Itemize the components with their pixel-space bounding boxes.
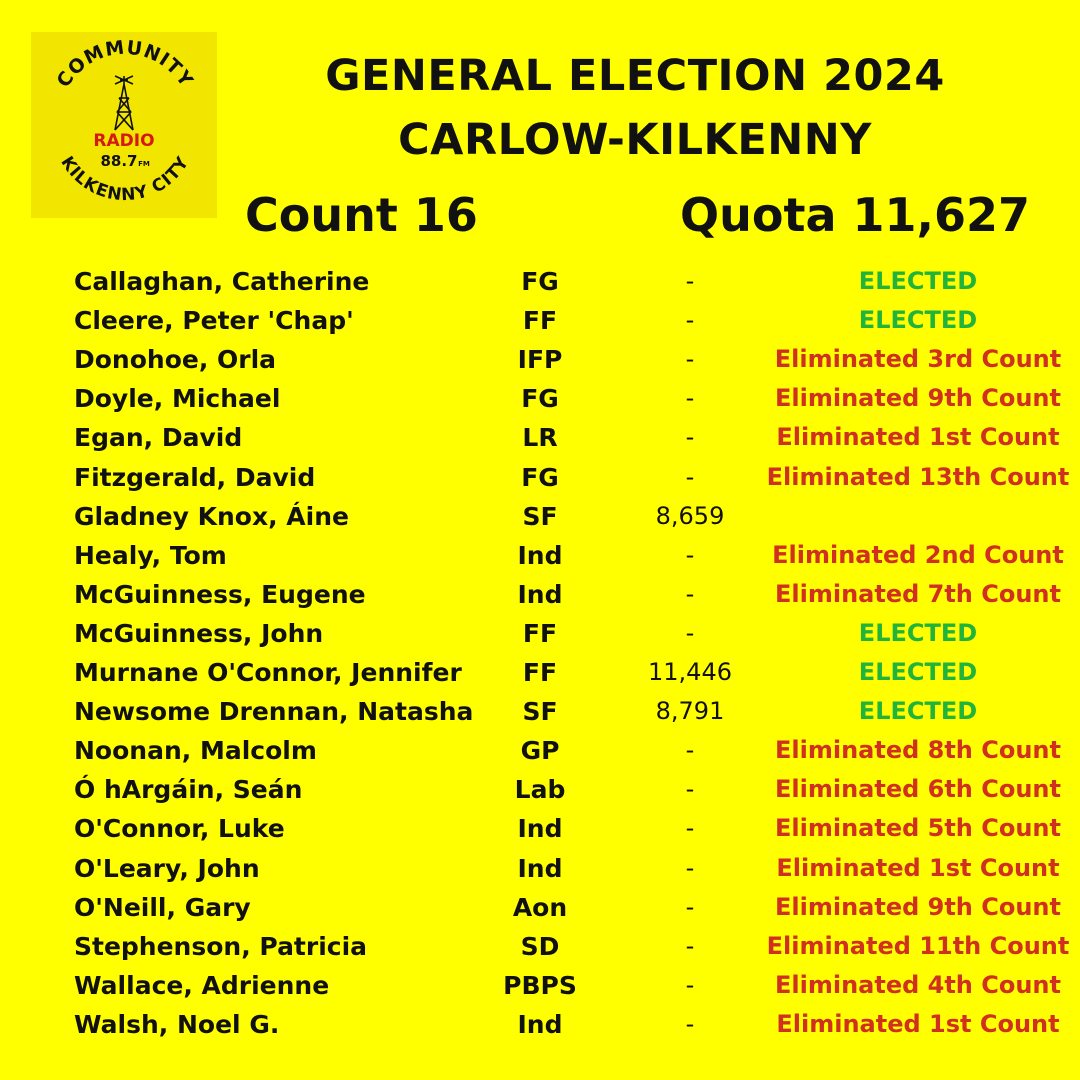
table-row xyxy=(0,379,1080,418)
candidate-name: Murnane O'Connor, Jennifer xyxy=(74,658,462,687)
candidate-party: Ind xyxy=(517,579,563,609)
table-row xyxy=(0,653,1080,692)
candidate-party: GP xyxy=(520,736,560,766)
candidate-votes: 11,446 xyxy=(648,658,732,686)
candidate-votes: - xyxy=(685,267,695,295)
candidate-votes: - xyxy=(685,775,695,804)
candidate-party: FF xyxy=(522,306,558,336)
candidate-party: FG xyxy=(521,384,559,414)
candidate-name: Callaghan, Catherine xyxy=(74,267,370,296)
candidate-party: Lab xyxy=(514,775,566,805)
candidate-status: Eliminated 11th Count xyxy=(766,931,1070,960)
candidate-party: IFP xyxy=(517,345,563,375)
candidate-party: FG xyxy=(521,462,559,492)
table-row xyxy=(0,497,1080,536)
candidate-status: Eliminated 1st Count xyxy=(776,1009,1060,1038)
candidate-party: PBPS xyxy=(503,970,577,1000)
candidate-status: Eliminated 13th Count xyxy=(766,462,1070,491)
candidate-status: ELECTED xyxy=(858,306,978,335)
count-number: Count 16 xyxy=(245,188,478,242)
candidate-votes: - xyxy=(685,618,695,647)
candidate-party: SD xyxy=(520,931,560,961)
table-row xyxy=(0,262,1080,301)
candidate-party: SF xyxy=(522,697,558,727)
candidate-party: SF xyxy=(522,501,558,531)
candidate-name: Newsome Drennan, Natasha xyxy=(74,697,474,727)
candidate-status: Eliminated 3rd Count xyxy=(774,345,1062,374)
candidate-status: Eliminated 6th Count xyxy=(774,775,1061,804)
candidate-name: Stephenson, Patricia xyxy=(74,931,368,961)
radio-mast-logo xyxy=(31,32,217,218)
table-row xyxy=(0,888,1080,927)
table-row xyxy=(0,731,1080,770)
candidate-name: Ó hArgáin, Seán xyxy=(74,775,303,805)
candidate-votes: - xyxy=(685,931,695,960)
candidate-status: ELECTED xyxy=(858,697,978,726)
candidate-status: ELECTED xyxy=(858,267,978,295)
candidate-party: FF xyxy=(522,658,558,687)
logo-frequency-unit: FM xyxy=(138,160,150,168)
candidate-name: Doyle, Michael xyxy=(74,384,281,414)
candidate-party: Ind xyxy=(517,814,563,844)
candidate-votes: - xyxy=(685,384,695,413)
candidate-name: O'Leary, John xyxy=(74,853,260,883)
logo-bottom-text: KILKENNY CITY xyxy=(56,152,194,206)
candidate-name: Noonan, Malcolm xyxy=(74,736,317,766)
candidate-votes: - xyxy=(685,345,695,374)
constituency-title: CARLOW-KILKENNY xyxy=(398,115,872,165)
candidate-party: FG xyxy=(521,267,559,296)
candidate-votes: - xyxy=(685,853,695,882)
candidate-status: ELECTED xyxy=(858,618,978,647)
candidate-party: LR xyxy=(522,423,558,453)
logo-frequency: 88.7 xyxy=(100,152,138,170)
candidate-name: Egan, David xyxy=(74,423,243,453)
candidate-votes: - xyxy=(685,423,695,452)
candidate-status: Eliminated 9th Count xyxy=(774,384,1061,413)
candidate-status: Eliminated 8th Count xyxy=(774,736,1061,765)
table-row xyxy=(0,966,1080,1005)
mast-icon xyxy=(115,76,133,130)
candidate-name: McGuinness, John xyxy=(74,618,324,648)
candidate-status: Eliminated 1st Count xyxy=(776,853,1060,882)
candidate-votes: - xyxy=(685,814,695,843)
candidate-votes: - xyxy=(685,892,695,921)
candidate-status: Eliminated 5th Count xyxy=(774,814,1061,843)
candidate-votes: - xyxy=(685,736,695,765)
table-row xyxy=(0,418,1080,457)
quota: Quota 11,627 xyxy=(680,188,1031,242)
candidate-votes: - xyxy=(685,306,695,335)
table-row xyxy=(0,849,1080,888)
table-row xyxy=(0,927,1080,966)
candidate-name: Donohoe, Orla xyxy=(74,345,277,375)
candidate-name: Walsh, Noel G. xyxy=(74,1009,280,1039)
table-row xyxy=(0,770,1080,809)
table-row xyxy=(0,301,1080,340)
candidate-name: Gladney Knox, Áine xyxy=(74,501,349,531)
table-row xyxy=(0,614,1080,653)
table-row xyxy=(0,458,1080,497)
community-radio-logo xyxy=(31,32,217,218)
candidate-status: Eliminated 9th Count xyxy=(774,892,1061,921)
candidate-name: Wallace, Adrienne xyxy=(74,970,330,1000)
candidate-party: Ind xyxy=(517,1009,563,1039)
candidate-name: Fitzgerald, David xyxy=(74,462,316,492)
table-row xyxy=(0,575,1080,614)
candidate-party: FF xyxy=(522,618,558,648)
candidate-name: O'Neill, Gary xyxy=(74,892,251,922)
candidate-votes: - xyxy=(685,970,695,999)
candidate-status: Eliminated 7th Count xyxy=(774,579,1061,608)
candidate-name: O'Connor, Luke xyxy=(74,814,285,844)
table-row xyxy=(0,536,1080,575)
logo-radio-text: RADIO xyxy=(93,131,155,151)
candidate-votes: 8,791 xyxy=(655,697,725,726)
candidate-votes: - xyxy=(685,1009,695,1038)
election-title: GENERAL ELECTION 2024 xyxy=(325,51,945,101)
candidate-status: ELECTED xyxy=(858,658,978,686)
logo-top-text: COMMUNITY xyxy=(52,36,198,92)
candidate-votes: - xyxy=(685,462,695,491)
candidate-name: Cleere, Peter 'Chap' xyxy=(74,306,354,336)
table-row xyxy=(0,809,1080,848)
candidate-votes: - xyxy=(685,579,695,608)
svg-text:COMMUNITY xyxy=(53,36,198,91)
table-row xyxy=(0,1005,1080,1044)
candidate-status: Eliminated 2nd Count xyxy=(772,540,1064,569)
candidate-name: Healy, Tom xyxy=(74,540,227,570)
candidate-party: Aon xyxy=(512,892,568,922)
candidate-status: Eliminated 1st Count xyxy=(776,423,1060,452)
candidate-party: Ind xyxy=(517,540,563,570)
candidate-votes: 8,659 xyxy=(655,501,725,530)
candidate-name: McGuinness, Eugene xyxy=(74,579,366,609)
candidate-party: Ind xyxy=(517,853,563,883)
candidate-status: Eliminated 4th Count xyxy=(774,970,1061,999)
candidate-votes: - xyxy=(685,540,695,569)
table-row xyxy=(0,692,1080,731)
table-row xyxy=(0,340,1080,379)
